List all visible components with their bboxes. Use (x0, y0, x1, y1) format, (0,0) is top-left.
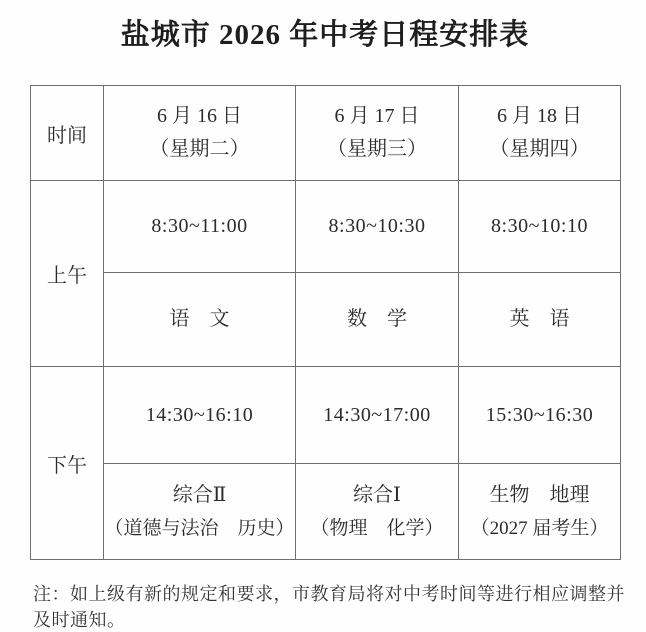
time-text: 8:30~11:00 (151, 215, 248, 237)
subject-cell (296, 464, 459, 560)
morning-subject-row (31, 273, 621, 367)
time-text: 8:30~10:10 (491, 215, 588, 237)
weekday-label: （星期三） (327, 138, 427, 160)
weekday-label: （星期二） (149, 138, 250, 160)
page-title: 盐城市 2026 年中考日程安排表 (120, 19, 530, 51)
time-cell (104, 181, 296, 273)
subject-cell (459, 273, 621, 367)
time-cell (296, 367, 459, 464)
subject-detail-text: （2027 届考生） (470, 517, 609, 539)
subject-cell (104, 273, 296, 367)
subject-cell (459, 464, 621, 560)
date-label: 6 月 18 日 (497, 105, 582, 127)
date-label: 6 月 17 日 (334, 105, 420, 127)
time-text: 14:30~17:00 (323, 403, 431, 426)
subject-cell (296, 273, 459, 367)
afternoon-subject-row (31, 464, 621, 560)
subject-text: 综合Ⅱ (172, 483, 227, 506)
column-header-jun16 (104, 86, 296, 181)
subject-text: 生物 地理 (489, 483, 590, 506)
schedule-table (30, 85, 621, 560)
morning-time-row (31, 181, 621, 273)
session-label-afternoon (31, 367, 104, 560)
time-cell (459, 181, 621, 273)
subject-text: 数 学 (347, 308, 407, 330)
time-cell (296, 181, 459, 273)
time-text: 14:30~16:10 (145, 403, 254, 426)
footnote: 注：如上级有新的规定和要求，市教育局将对中考时间等进行相应调整并及时通知。 (33, 584, 625, 630)
subject-cell (104, 464, 296, 560)
time-cell (104, 367, 296, 464)
subject-detail-text: （道德与法治 历史） (104, 517, 295, 539)
subject-text: 英 语 (509, 308, 570, 330)
subject-text: 综合Ⅰ (353, 483, 401, 506)
session-label-text: 下午 (47, 454, 87, 477)
time-text: 15:30~16:30 (485, 403, 594, 426)
header-row (31, 86, 621, 181)
weekday-label: （星期四） (489, 138, 590, 160)
afternoon-time-row (31, 367, 621, 464)
session-label-morning (31, 181, 104, 367)
corner-cell-time-label: 时间 (31, 86, 104, 181)
session-label-text: 上午 (47, 265, 87, 287)
date-label: 6 月 16 日 (157, 105, 242, 127)
subject-text: 语 文 (169, 308, 230, 330)
subject-detail-text: （物理 化学） (310, 517, 444, 539)
column-header-jun18 (459, 86, 621, 181)
column-header-jun17 (296, 86, 459, 181)
time-text: 8:30~10:30 (328, 215, 426, 237)
time-cell (459, 367, 621, 464)
